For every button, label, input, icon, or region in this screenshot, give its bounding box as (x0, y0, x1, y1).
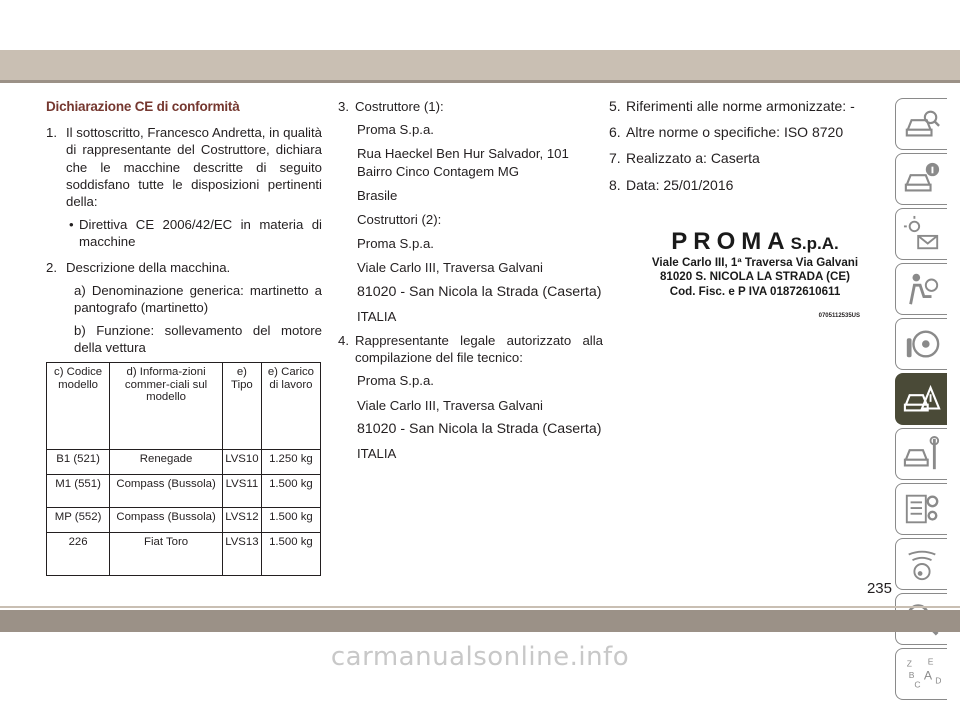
representative-country: ITALIA (357, 446, 397, 462)
table-cell: 1.500 kg (261, 533, 320, 576)
stamp-title (630, 228, 880, 256)
sub-item-b: b) Funzione: sollevamento del motore della vettura (74, 323, 322, 356)
list-number: 8. (609, 176, 621, 193)
list-item-3 (338, 98, 603, 115)
header-band-line (0, 80, 960, 83)
nav-tab-multimedia[interactable] (895, 538, 947, 590)
list-text: Altre norme o specifiche: ISO 8720 (626, 124, 844, 141)
table-cell: LVS13 (222, 533, 261, 576)
list-number: 7. (609, 150, 621, 167)
bullet-text: Direttiva CE 2006/42/EC in materia di macchine (79, 217, 322, 250)
table-cell: 1.500 kg (261, 508, 320, 533)
footer-band-line (0, 606, 960, 608)
table-cell: LVS12 (222, 508, 261, 533)
manufacturer-address: Viale Carlo III, Traversa Galvani (357, 260, 543, 276)
settings-list-icon (903, 490, 941, 528)
nav-tab-starting[interactable] (895, 318, 947, 370)
list-item-2 (46, 259, 322, 276)
list-text: Rappresentante legale autorizzato alla compilazione del file tecnico: (355, 333, 603, 366)
list-number: 6. (609, 124, 621, 141)
header-band (0, 50, 960, 80)
section-heading: Dichiarazione CE di conformità (46, 99, 240, 114)
stamp-suffix: S.p.A. (790, 234, 839, 253)
list-item-1 (46, 124, 322, 210)
list-number: 1. (46, 125, 57, 141)
table-cell: 226 (47, 533, 110, 576)
table-cell: Compass (Bussola) (110, 508, 223, 533)
table-cell: MP (552) (47, 508, 110, 533)
sub-item-a: a) Denominazione generica: martinetto a pantografo (martinetto) (74, 282, 322, 316)
manufacturer-address: Rua Haeckel Ben Hur Salvador, 101 Bairro Cinco Contagem MG (357, 146, 569, 179)
nav-tab-emergency[interactable] (895, 373, 947, 425)
car-warning-icon (903, 380, 941, 418)
car-info-icon (903, 160, 941, 198)
table-cell: B1 (521) (47, 450, 110, 475)
list-text: Data: 25/01/2016 (626, 176, 734, 193)
manufacturer-country: ITALIA (357, 308, 397, 324)
bullet-item (46, 216, 322, 250)
representative-address: Viale Carlo III, Traversa Galvani (357, 397, 543, 413)
table-row (47, 533, 321, 576)
table-row (47, 450, 321, 475)
table-cell: M1 (551) (47, 475, 110, 508)
header-cell: d) Informa-zioni commer-ciali sul modello (110, 363, 223, 450)
svg-text:A: A (923, 668, 932, 683)
manufacturer-city: 81020 - San Nicola la Strada (Caserta) (357, 283, 602, 300)
watermark[interactable]: carmanualsonline.info (330, 642, 630, 672)
list-item-7 (609, 150, 879, 167)
representative-city: 81020 - San Nicola la Strada (Caserta) (357, 420, 602, 437)
column-1 (46, 98, 322, 363)
svg-text:E: E (927, 656, 933, 667)
svg-text:D: D (934, 675, 941, 686)
airbag-person-icon (903, 270, 941, 308)
manufacturer-line: Proma S.p.a. (357, 236, 434, 252)
stamp-city: 81020 S. NICOLA LA STRADA (CE) (659, 270, 851, 284)
nav-tab-technical[interactable] (895, 483, 947, 535)
column-3 (609, 98, 879, 203)
list-number: 3. (338, 99, 349, 114)
table-cell: LVS10 (222, 450, 261, 475)
bullet-icon: • (69, 217, 74, 233)
dashboard-lights-icon (903, 215, 941, 253)
manufacturer-line: Proma S.p.a. (357, 122, 434, 138)
list-text: Descrizione della macchina. (66, 259, 231, 275)
nav-tab-safety[interactable] (895, 263, 947, 315)
list-text: Riferimenti alle norme armonizzate: - (626, 98, 855, 114)
page-number: 235 (866, 580, 892, 597)
list-text: Il sottoscritto, Francesco Andretta, in qualità di rappresentante del Costruttore, dichiara che le macchine descritte di seguito soddisfano tutte le disposizioni pertinenti della: (66, 125, 322, 210)
top-margin (0, 0, 960, 50)
table-cell: 1.250 kg (261, 450, 320, 475)
table-cell: LVS11 (222, 475, 261, 508)
header-cell: e) Tipo (222, 363, 261, 450)
table-cell: Compass (Bussola) (110, 475, 223, 508)
table-cell: Renegade (110, 450, 223, 475)
column-2 (338, 98, 603, 469)
nav-tab-overview[interactable] (895, 98, 947, 150)
list-item-5 (609, 98, 879, 115)
nav-tab-dashboard[interactable] (895, 208, 947, 260)
steering-wheel-icon (903, 325, 941, 363)
representative-line: Proma S.p.a. (357, 373, 434, 389)
list-number: 5. (609, 98, 621, 114)
table-cell: Fiat Toro (110, 533, 223, 576)
stamp-tax-code: Cod. Fisc. e P IVA 01872610611 (669, 284, 841, 298)
table-cell: 1.500 kg (261, 475, 320, 508)
table-header-row (47, 363, 321, 450)
car-wrench-icon (903, 435, 941, 473)
list-item-6 (609, 124, 879, 141)
list-text: Costruttore (1): (355, 99, 444, 114)
footer-band (0, 610, 960, 632)
nav-tab-knowing[interactable] (895, 153, 947, 205)
nav-tab-maintenance[interactable] (895, 428, 947, 480)
header-cell: e) Carico di lavoro (261, 363, 320, 450)
stamp-brand: PROMA (671, 228, 791, 255)
list-item-8 (609, 177, 879, 194)
manufacturers-label: Costruttori (2): (357, 212, 442, 228)
table-row (47, 475, 321, 508)
list-item-4 (338, 332, 603, 366)
model-table (46, 362, 321, 576)
list-number: 4. (338, 333, 349, 349)
company-stamp (630, 228, 880, 319)
manufacturer-country: Brasile (357, 187, 398, 203)
list-text: Realizzato a: Caserta (626, 150, 760, 167)
stamp-code: 0705112535US (818, 313, 860, 320)
svg-text:Z: Z (906, 658, 912, 669)
stamp-address: Viale Carlo III, 1ª Traversa Via Galvani (651, 256, 859, 269)
svg-text:B: B (908, 669, 914, 680)
table-row (47, 508, 321, 533)
media-music-icon (903, 545, 941, 583)
svg-text:C: C (913, 679, 921, 690)
car-search-icon (903, 105, 941, 143)
header-cell: c) Codice modello (47, 363, 110, 450)
list-number: 2. (46, 259, 57, 275)
